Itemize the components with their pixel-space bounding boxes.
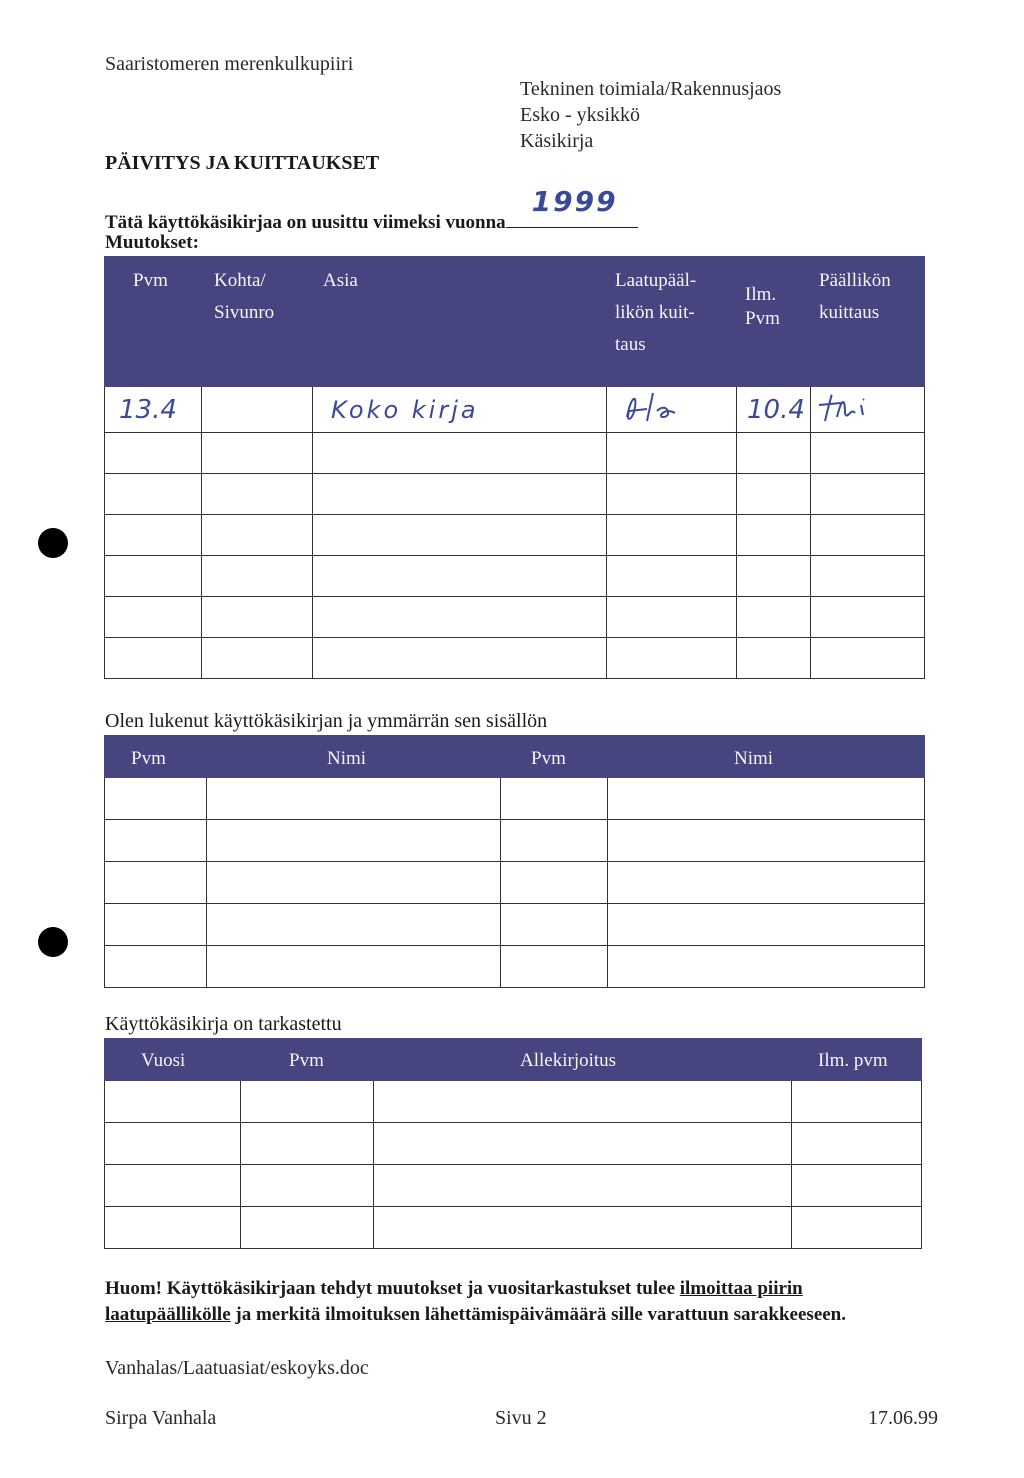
table-cell[interactable] <box>811 387 925 433</box>
table-cell[interactable] <box>501 778 608 820</box>
table-cell[interactable] <box>501 862 608 904</box>
department-name: Tekninen toimiala/Rakennusjaos <box>520 78 782 100</box>
table-cell[interactable] <box>792 1207 922 1249</box>
table-cell[interactable] <box>792 1081 922 1123</box>
col-kohta-sivunro: Kohta/ Sivunro <box>202 257 313 387</box>
year-field <box>506 185 638 228</box>
table-cell[interactable]: 10.4 <box>737 387 811 433</box>
table-cell[interactable] <box>792 1123 922 1165</box>
table-cell[interactable] <box>737 597 811 638</box>
changes-label: Muutokset: <box>105 232 199 253</box>
table-row <box>105 820 925 862</box>
table-cell[interactable] <box>737 474 811 515</box>
footer-date: 17.06.99 <box>868 1407 938 1429</box>
table-cell[interactable] <box>501 820 608 862</box>
table-cell[interactable] <box>737 638 811 679</box>
section-title: PÄIVITYS JA KUITTAUKSET <box>105 152 380 174</box>
table-cell[interactable] <box>811 556 925 597</box>
punch-hole-bottom <box>38 927 68 957</box>
table-cell[interactable] <box>607 638 737 679</box>
quality-manager-signature <box>607 387 735 427</box>
table-cell[interactable] <box>607 515 737 556</box>
table-cell[interactable] <box>207 778 501 820</box>
table-cell[interactable] <box>105 597 202 638</box>
col-paallikon-kuittaus: Päällikön kuittaus <box>811 257 925 387</box>
inspected-table <box>104 1038 922 1249</box>
table-row <box>105 946 925 988</box>
renewed-line <box>105 185 638 234</box>
table-cell[interactable] <box>241 1165 374 1207</box>
table-cell[interactable] <box>811 474 925 515</box>
table-cell[interactable] <box>608 862 925 904</box>
col-nimi: Nimi <box>207 736 501 778</box>
table-cell[interactable] <box>207 820 501 862</box>
table-cell[interactable] <box>105 820 207 862</box>
manual-label: Käsikirja <box>520 130 594 152</box>
table-cell[interactable] <box>607 556 737 597</box>
table-row <box>105 433 925 474</box>
table-cell[interactable] <box>608 904 925 946</box>
table-cell[interactable] <box>374 1165 792 1207</box>
table-cell[interactable] <box>207 946 501 988</box>
read-table <box>104 735 925 988</box>
table-cell[interactable] <box>501 946 608 988</box>
read-label: Olen lukenut käyttökäsikirjan ja ymmärrän sen sisällön <box>105 710 548 732</box>
table-cell[interactable] <box>737 556 811 597</box>
table-cell[interactable] <box>811 638 925 679</box>
table-cell[interactable] <box>241 1081 374 1123</box>
inspected-label: Käyttökäsikirja on tarkastettu <box>105 1013 342 1035</box>
footer-author: Sirpa Vanhala <box>105 1407 217 1429</box>
table-cell[interactable] <box>202 515 313 556</box>
table-cell[interactable] <box>207 904 501 946</box>
table-cell[interactable] <box>374 1081 792 1123</box>
col-pvm: Pvm <box>105 257 202 387</box>
table-cell[interactable] <box>313 515 607 556</box>
col-pvm-2: Pvm <box>501 736 608 778</box>
note-prefix: Huom! Käyttökäsikirjaan tehdyt muutokset ja vuositarkastukset tulee <box>105 1278 680 1299</box>
table-row <box>105 1081 922 1123</box>
note-suffix: ja merkitä ilmoituksen lähettämispäivämäärä sille varattuun sarakkeeseen. <box>230 1304 846 1325</box>
table-row <box>105 1165 922 1207</box>
renewed-text: Tätä käyttökäsikirjaa on uusittu viimeksi vuonna <box>105 212 506 233</box>
renewed-year-handwritten: 1999 <box>531 185 618 218</box>
table-cell[interactable] <box>105 1207 241 1249</box>
table-cell[interactable] <box>207 862 501 904</box>
table-row <box>105 904 925 946</box>
table-cell[interactable] <box>607 387 737 433</box>
table-cell[interactable] <box>202 638 313 679</box>
table-cell[interactable] <box>202 597 313 638</box>
table-cell[interactable] <box>607 433 737 474</box>
table-row <box>105 862 925 904</box>
col-pvm: Pvm <box>105 736 207 778</box>
col-vuosi: Vuosi <box>105 1039 241 1081</box>
chief-signature <box>811 387 923 427</box>
table-cell[interactable] <box>374 1207 792 1249</box>
table-cell[interactable] <box>105 433 202 474</box>
table-row <box>105 1123 922 1165</box>
table-row <box>105 387 925 433</box>
table-cell[interactable] <box>811 515 925 556</box>
table-cell[interactable] <box>105 946 207 988</box>
table-cell[interactable] <box>241 1207 374 1249</box>
table-cell[interactable] <box>105 778 207 820</box>
table-cell[interactable]: Koko kirja <box>313 387 607 433</box>
table-row <box>105 1207 922 1249</box>
table-row <box>105 638 925 679</box>
table-cell[interactable] <box>374 1123 792 1165</box>
table-row <box>105 474 925 515</box>
table-cell[interactable] <box>607 597 737 638</box>
table-row <box>105 597 925 638</box>
col-laatupaallikon-kuittaus: Laatupääl- likön kuit- taus <box>607 257 737 387</box>
table-cell[interactable] <box>501 904 608 946</box>
note-paragraph <box>105 1276 925 1328</box>
table-cell[interactable] <box>737 515 811 556</box>
organization-name: Saaristomeren merenkulkupiiri <box>105 53 354 75</box>
table-cell[interactable] <box>313 638 607 679</box>
table-cell[interactable] <box>608 946 925 988</box>
punch-hole-top <box>38 528 68 558</box>
footer-page: Sivu 2 <box>495 1407 547 1429</box>
table-cell[interactable] <box>105 1081 241 1123</box>
table-cell[interactable] <box>811 597 925 638</box>
col-ilm-pvm: Ilm. Pvm <box>737 257 811 387</box>
file-path: Vanhalas/Laatuasiat/eskoyks.doc <box>105 1357 369 1379</box>
table-row <box>105 515 925 556</box>
table-cell[interactable] <box>105 904 207 946</box>
table-cell[interactable] <box>105 474 202 515</box>
table-row <box>105 778 925 820</box>
unit-name: Esko - yksikkö <box>520 104 640 126</box>
col-allekirjoitus: Allekirjoitus <box>374 1039 792 1081</box>
table-cell[interactable] <box>811 433 925 474</box>
changes-table <box>104 256 925 679</box>
table-cell[interactable] <box>313 597 607 638</box>
table-cell[interactable] <box>202 556 313 597</box>
col-nimi-2: Nimi <box>608 736 925 778</box>
table-cell[interactable] <box>105 1165 241 1207</box>
table-row <box>105 556 925 597</box>
table-cell[interactable] <box>241 1123 374 1165</box>
table-cell[interactable] <box>202 474 313 515</box>
table-cell[interactable] <box>202 387 313 433</box>
table-cell[interactable] <box>105 515 202 556</box>
table-cell[interactable] <box>737 433 811 474</box>
col-asia: Asia <box>313 257 607 387</box>
table-cell[interactable] <box>608 820 925 862</box>
table-cell[interactable] <box>105 556 202 597</box>
table-cell[interactable] <box>313 556 607 597</box>
col-ilm-pvm: Ilm. pvm <box>792 1039 922 1081</box>
table-cell[interactable] <box>608 778 925 820</box>
table-cell[interactable] <box>792 1165 922 1207</box>
table-cell[interactable] <box>105 638 202 679</box>
table-cell[interactable] <box>105 1123 241 1165</box>
table-cell[interactable]: 13.4 <box>105 387 202 433</box>
table-cell[interactable] <box>202 433 313 474</box>
table-cell[interactable] <box>105 862 207 904</box>
note-underlined: ilmoittaa piirin laatupäällikölle <box>105 1278 803 1325</box>
table-cell[interactable] <box>607 474 737 515</box>
col-pvm: Pvm <box>241 1039 374 1081</box>
table-cell[interactable] <box>313 474 607 515</box>
table-cell[interactable] <box>313 433 607 474</box>
